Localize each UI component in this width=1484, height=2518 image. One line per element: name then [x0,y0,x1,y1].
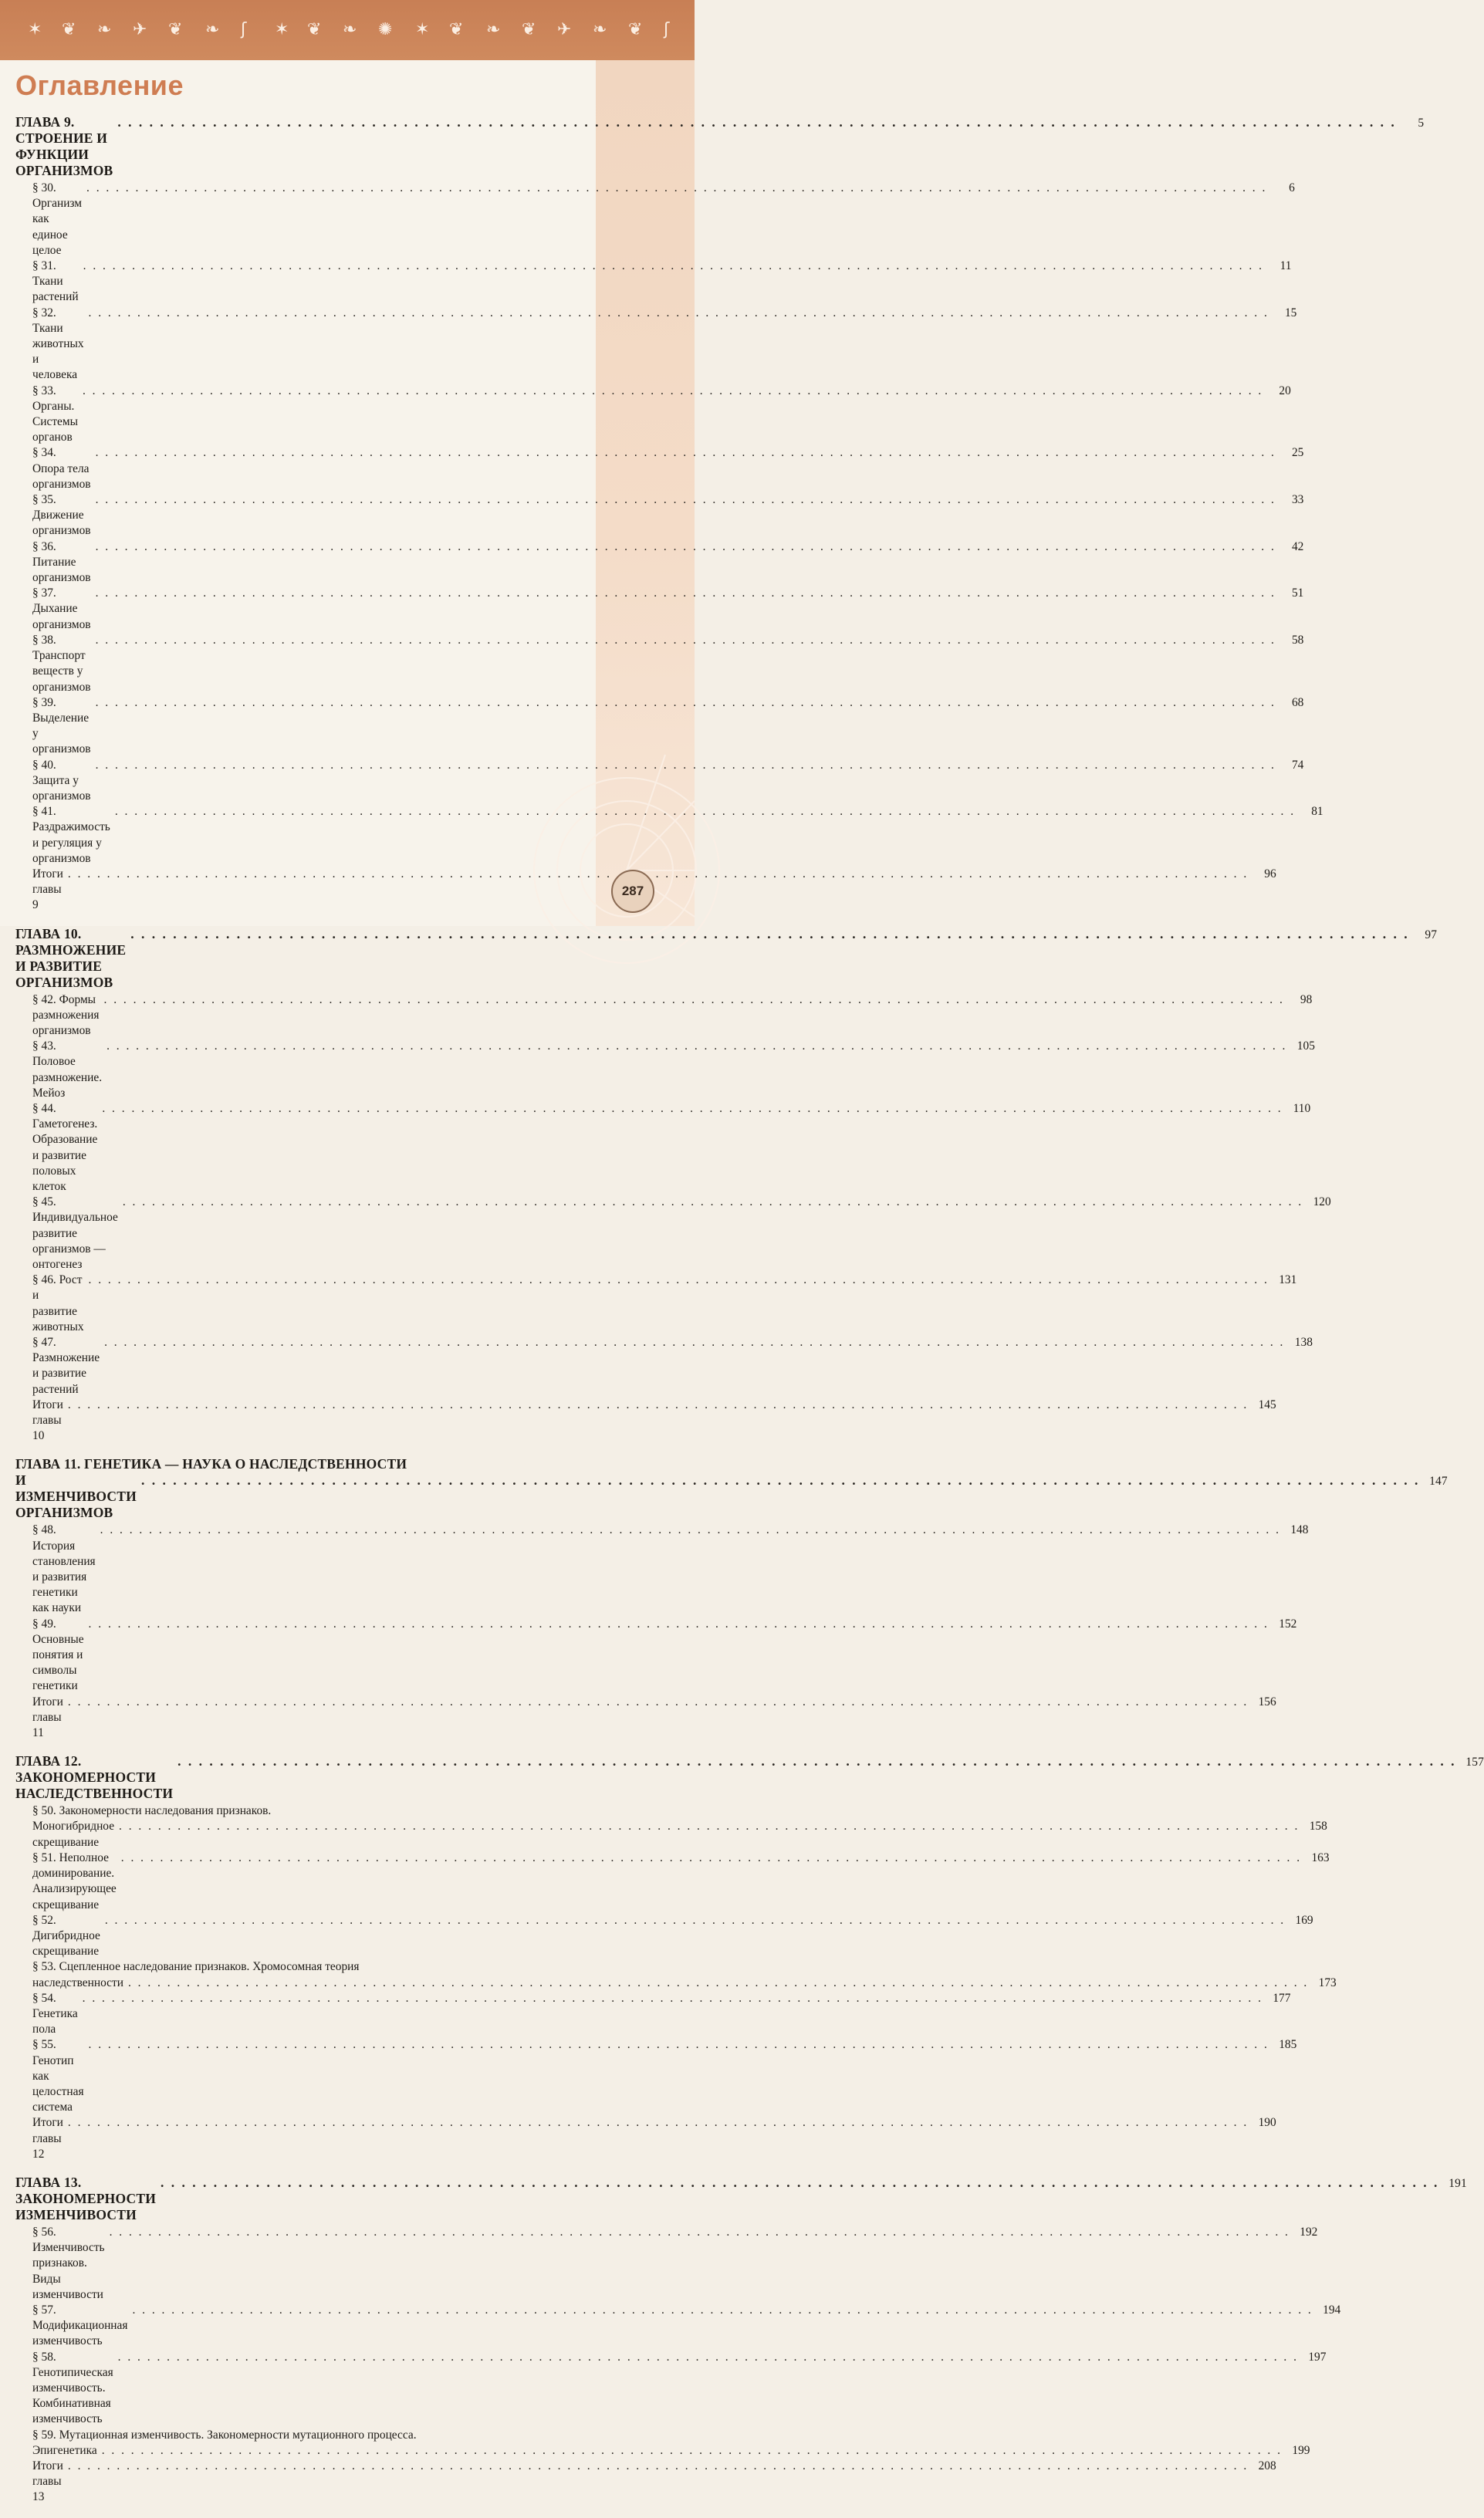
animal-icon: ❧ [593,20,607,39]
toc-entry-page-number: 208 [1258,2459,1276,2472]
toc-entry-label: § 51. Неполное доминирование. Анализирующее скрещивание [32,1850,117,1911]
toc-entry[interactable] [15,1335,1313,1398]
seahorse-icon: ʃ [664,20,670,39]
leader-dots [96,695,1276,711]
toc-entry-label: Итоги главы 11 [32,1695,63,1740]
toc-entry[interactable] [15,2428,1310,2459]
toc-entry-label: § 54. Генетика пола [32,1991,78,2036]
toc-entry[interactable] [15,1913,1313,1960]
chapter-heading[interactable] [15,114,1425,179]
toc-entry-label: § 49. Основные понятия и символы генетики [32,1617,84,1693]
toc-entry-page-number: 194 [1323,2303,1341,2317]
toc-entry[interactable] [15,2459,1276,2506]
leader-dots [141,1472,1420,1489]
leader-dots [68,867,1249,882]
chapter-heading[interactable] [15,1753,1484,1802]
leader-dots [130,926,1409,942]
toc-entry-label: наследственности [32,1976,123,1989]
toc-entry[interactable] [15,1617,1297,1695]
toc-entry[interactable] [15,586,1304,633]
horse-icon: ❦ [522,20,536,39]
butterfly-icon: ✶ [415,20,430,39]
seahorse-icon: ʃ [241,20,247,39]
toc-entry-page-number: 185 [1279,2038,1297,2052]
chapter-page-number: 97 [1425,928,1438,941]
toc-entry-page-number: 96 [1264,867,1276,880]
chapter-section [15,925,1438,1445]
chapter-section [15,1456,1448,1741]
toc-entry-label: Моногибридное скрещивание [32,1820,115,1849]
leader-dots [104,1335,1285,1350]
toc-entry[interactable] [15,1803,1327,1850]
toc-entry[interactable] [15,2115,1276,2162]
toc-entry-page-number: 148 [1290,1523,1309,1537]
leader-dots [100,1523,1281,1538]
toc-entry-label: § 45. Индивидуальное развитие организмов — онтогенез [32,1195,118,1271]
toc-entry-page-number: 11 [1279,259,1292,273]
toc-entry-label: § 39. Выделение у организмов [32,695,91,756]
toc-entry-page-number: 152 [1279,1617,1297,1631]
toc-entry-label: § 34. Опора тела организмов [32,446,91,491]
leader-dots [68,2459,1249,2474]
toc-entry-page-number: 33 [1291,493,1304,507]
toc-entry-label: § 33. Органы. Системы органов [32,384,78,444]
leader-dots [68,1695,1249,1710]
leader-dots [89,2037,1269,2053]
leader-dots [89,1273,1269,1288]
toc-entry-page-number: 20 [1279,384,1291,397]
toc-entry[interactable] [15,1523,1309,1616]
leader-dots [86,181,1267,196]
toc-entry[interactable] [15,445,1304,492]
leader-dots [96,492,1276,508]
frog-icon: ✺ [378,20,393,39]
toc-entry-page-number: 190 [1258,2116,1276,2130]
toc-entry-label: § 42. Формы размножения организмов [32,992,100,1037]
toc-entry-page-number: 6 [1289,181,1295,194]
leader-dots [105,1913,1286,1928]
leader-dots [89,306,1269,321]
toc-entry-page-number: 110 [1293,1101,1311,1115]
toc-entry-label: § 46. Рост и развитие животных [32,1273,84,1333]
toc-entry[interactable] [15,1991,1291,2038]
leader-dots [128,1976,1309,1991]
toc-entry-label: § 41. Раздражимость и регуляция у организмов [32,805,110,865]
leader-dots [106,1039,1287,1054]
toc-entry[interactable] [15,1101,1311,1195]
animal-icon: ❧ [97,20,112,39]
toc-entry-page-number: 145 [1258,1398,1276,1411]
toc-entry-label: § 43. Половое размножение. Мейоз [32,1039,103,1100]
toc-entry[interactable] [15,695,1304,758]
toc-entry-page-number: 68 [1291,695,1304,709]
toc-entry-label: § 47. Размножение и развитие растений [32,1336,100,1396]
toc-entry-label: § 37. Дыхание организмов [32,586,91,631]
toc-entry[interactable] [15,1695,1276,1742]
toc-entry[interactable] [15,1273,1297,1335]
toc-entry[interactable] [15,306,1297,384]
toc-entry-label: Итоги главы 13 [32,2459,63,2504]
chapter-page-number: 157 [1465,1756,1484,1769]
toc-entry[interactable] [15,804,1323,867]
leader-dots [83,1991,1263,2006]
toc-entry-label: § 40. Защита у организмов [32,758,91,803]
chapter-section [15,1753,1484,2162]
leader-dots [121,1850,1302,1866]
chapter-heading[interactable] [15,2174,1467,2223]
toc-entry[interactable] [15,2037,1297,2115]
toc-entry[interactable] [15,992,1313,1039]
animal-icon: ❦ [628,20,643,39]
toc-entry-label: § 35. Движение организмов [32,493,91,538]
animal-icon: ❦ [449,20,464,39]
chapter-page-number: 191 [1449,2176,1467,2190]
toc-entry-page-number: 74 [1291,758,1304,772]
toc-entry-page-number: 51 [1291,586,1304,600]
leader-dots [68,1398,1249,1413]
toc-entry-label: § 44. Гаметогенез. Образование и развитие половых клеток [32,1101,98,1193]
toc-entry-label: § 53. Сцепленное наследование признаков. Хромосомная теория [32,1960,360,1974]
toc-entry-label: § 30. Организм как единое целое [32,181,83,257]
bird-icon: ✈ [133,20,147,39]
toc-entry[interactable] [15,259,1292,306]
chapter-title: ГЛАВА 13. ЗАКОНОМЕРНОСТИ ИЗМЕНЧИВОСТИ [15,2174,157,2222]
chapter-title: И ИЗМЕНЧИВОСТИ ОРГАНИЗМОВ [15,1472,137,1521]
bird-icon: ✶ [275,20,289,39]
leader-dots [102,1101,1283,1117]
toc-entry[interactable] [15,633,1304,695]
toc-entry-page-number: 169 [1295,1913,1313,1927]
leader-dots [96,758,1276,773]
page-title: Оглавление [15,69,184,101]
toc-entry-label: Эпигенетика [32,2443,97,2457]
toc-entry-label: § 55. Генотип как целостная система [32,2038,84,2114]
toc-entry[interactable] [15,2303,1341,2350]
toc-entry-label: § 56. Изменчивость признаков. Виды изменчивости [32,2225,105,2301]
toc-entry-label: Итоги главы 9 [32,867,63,912]
toc-entry[interactable] [15,758,1304,805]
leader-dots [83,384,1263,399]
toc-entry-label: § 52. Дигибридное скрещивание [32,1913,100,1959]
toc-entry-page-number: 98 [1300,992,1313,1006]
leader-dots [110,2225,1290,2240]
toc-entry-page-number: 58 [1291,633,1304,647]
toc-entry-page-number: 105 [1296,1039,1315,1053]
cat-icon: ❧ [343,20,357,39]
toc-entry-page-number: 156 [1258,1695,1276,1709]
chapter-title: ГЛАВА 9. СТРОЕНИЕ И ФУНКЦИИ ОРГАНИЗМОВ [15,114,113,178]
toc-entry-page-number: 15 [1284,306,1297,319]
toc-entry[interactable] [15,1850,1330,1913]
leader-dots [119,1819,1300,1834]
animal-icon: ❦ [307,20,322,39]
leader-dots [177,1753,1456,1769]
toc-entry-page-number: 163 [1311,1850,1330,1864]
toc-entry-page-number: 158 [1309,1820,1327,1834]
chapter-title: ГЛАВА 11. ГЕНЕТИКА — НАУКА О НАСЛЕДСТВЕННОСТИ [15,1456,407,1472]
decorative-header-band [0,0,695,60]
toc-entry-label: Итоги главы 10 [32,1398,63,1443]
leader-dots [102,2443,1283,2459]
toc-entry[interactable] [15,1398,1276,1445]
toc-entry[interactable] [15,181,1295,259]
chapter-heading[interactable] [15,1456,1448,1521]
toc-entry[interactable] [15,1195,1331,1273]
leader-dots [96,633,1276,648]
chapter-heading[interactable] [15,925,1438,991]
leader-dots [123,1195,1303,1210]
toc-entry-page-number: 25 [1291,446,1304,460]
toc-entry-page-number: 138 [1294,1336,1313,1350]
leader-dots [83,259,1264,274]
bird-icon: ❦ [62,20,76,39]
leader-dots [96,586,1276,601]
toc-entry-label: § 38. Транспорт веществ у организмов [32,633,91,694]
toc-entry-page-number: 177 [1273,1991,1291,2005]
leader-dots [161,2175,1439,2191]
toc-entry-label: Итоги главы 12 [32,2116,63,2161]
leader-dots [132,2303,1313,2318]
toc-entry-label: § 59. Мутационная изменчивость. Закономерности мутационного процесса. [32,2428,417,2442]
leader-dots [118,2350,1299,2365]
toc-entry[interactable] [15,384,1291,446]
animal-icon: ❧ [486,20,501,39]
leader-dots [89,1617,1269,1632]
toc-entry[interactable] [15,492,1304,539]
toc-entry-label: § 31. Ткани растений [32,259,79,304]
chapter-section [15,2174,1467,2506]
toc-entry-label: § 36. Питание организмов [32,539,91,585]
leader-dots [68,2115,1249,2131]
chapter-title: ГЛАВА 12. ЗАКОНОМЕРНОСТИ НАСЛЕДСТВЕННОСТИ [15,1753,174,1802]
chapter-title: ГЛАВА 10. РАЗМНОЖЕНИЕ И РАЗВИТИЕ ОРГАНИЗМОВ [15,925,127,990]
toc-entry-page-number: 42 [1291,539,1304,553]
toc-entry-page-number: 81 [1311,805,1323,819]
chapter-page-number: 5 [1418,117,1425,130]
leader-dots [104,992,1285,1008]
toc-entry[interactable] [15,2225,1318,2303]
toc-entry[interactable] [15,1959,1337,1990]
toc-entry[interactable] [15,1039,1315,1101]
toc-entry-label: § 58. Генотипическая изменчивость. Комбинативная изменчивость [32,2350,113,2426]
animal-icon: ❧ [205,20,220,39]
toc-entry-page-number: 173 [1318,1976,1337,1989]
toc-entry-label: § 32. Ткани животных и человека [32,306,84,382]
toc-entry[interactable] [15,2350,1327,2428]
toc-entry-page-number: 131 [1279,1273,1297,1287]
toc-entry-page-number: 199 [1292,2443,1310,2457]
toc-entry-label: § 48. История становления и развития генетики как науки [32,1523,96,1615]
page-number: 287 [611,870,654,913]
leader-dots [115,804,1296,820]
toc-entry-page-number: 120 [1313,1195,1331,1209]
butterfly-icon: ✶ [28,20,42,39]
toc-entry[interactable] [15,539,1304,586]
toc-entry-page-number: 192 [1300,2225,1318,2239]
toc-entry-label: § 50. Закономерности наследования признаков. [32,1804,272,1818]
chapter-page-number: 147 [1429,1475,1448,1489]
leader-dots [96,445,1276,461]
animal-icon: ❦ [168,20,183,39]
bird-icon: ✈ [557,20,572,39]
toc-entry-label: § 57. Модификационная изменчивость [32,2303,128,2348]
leader-dots [96,539,1276,555]
leader-dots [117,114,1396,130]
toc-entry-page-number: 197 [1308,2350,1327,2364]
